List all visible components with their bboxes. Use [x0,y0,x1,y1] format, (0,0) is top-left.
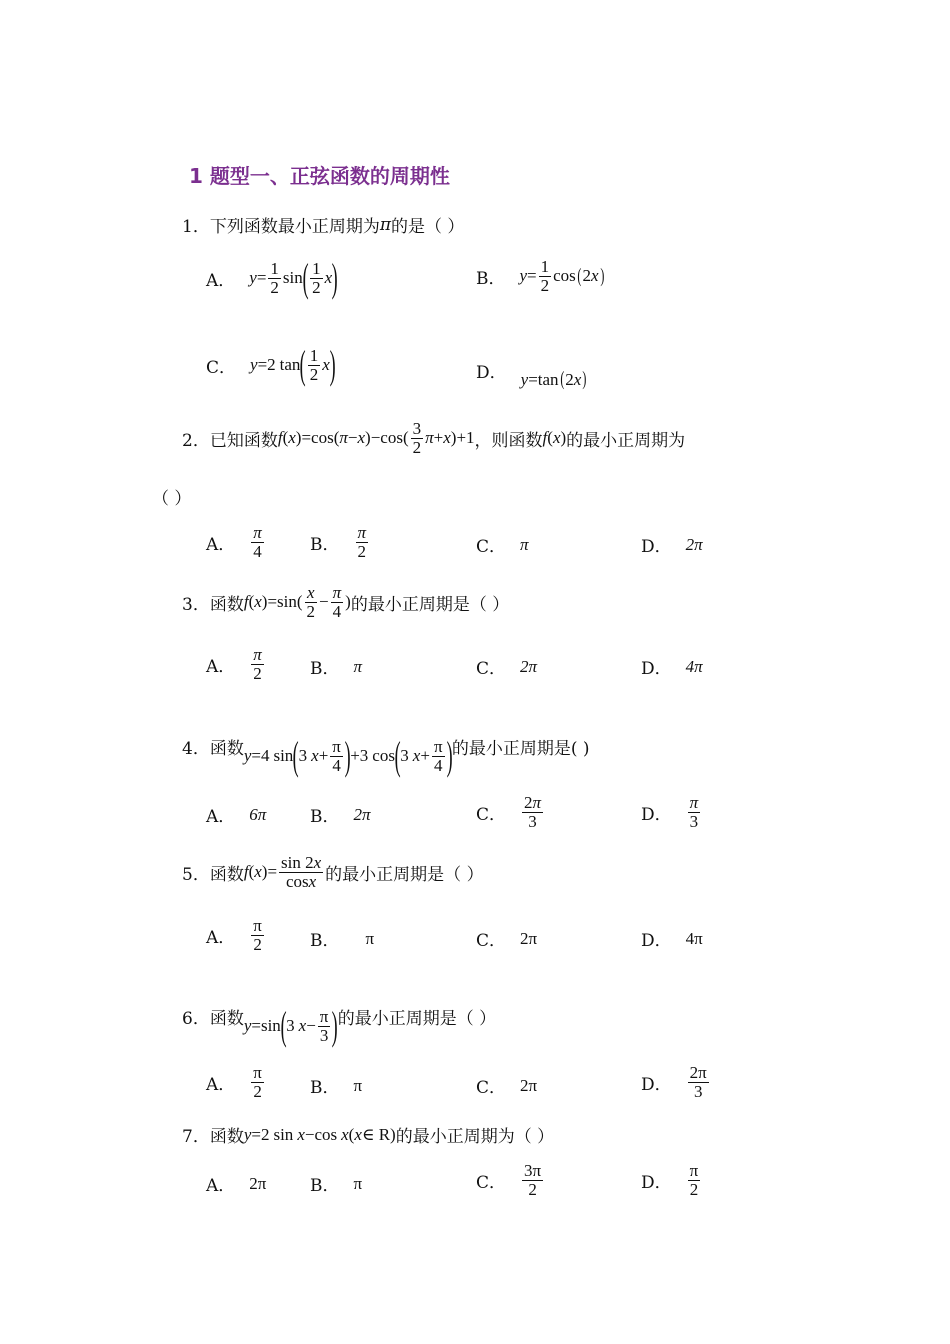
q4-option-a[interactable]: A． 6π [206,804,267,827]
question-number: 5． [182,864,210,885]
q7-option-a[interactable]: A． 2π [206,1173,267,1196]
q3-option-b[interactable]: B． π [310,656,363,679]
section-title: 1 题型一、正弦函数的周期性 [189,164,450,188]
q5-option-b[interactable]: B． π [310,928,375,951]
q5-option-a[interactable]: A． $\frac{\pi}{2}$ [206,916,262,954]
q7-option-c[interactable]: C． $\frac{3\pi}{2}$ [476,1161,542,1199]
question-4-stem: 4． 函数 y =4 sin ( 3 x + $\frac{\pi}{4}$ ) +3 cos ( 3 x + $\frac{\pi}{4}$ ) 的最小正周期是( ) [182,733,590,778]
question-7-stem: 7． 函数 y =2 sin x −cos x ( x ∈ R) 的最小正周期为（ ） [182,1122,554,1147]
question-1-stem: 1． 下列函数最小正周期为 π 的是（ ） [182,212,464,237]
q5-option-c[interactable]: C． 2π [476,928,538,951]
question-number: 3． [182,594,210,615]
q2-option-c[interactable]: C． π [476,534,529,557]
q5-option-d[interactable]: D． 4π [641,928,703,951]
q3-option-a[interactable]: A． $\frac{\pi}{2}$ [206,645,262,683]
formula: y =2 tan ( $\frac{1}{2}$ x ) [250,342,336,387]
q7-option-b[interactable]: B． π [310,1173,363,1196]
q1-option-d[interactable]: D． y =tan ( 2 x ) [476,363,587,390]
q3-option-d[interactable]: D． 4π [641,656,703,679]
answer-paren: （ ） [152,489,192,509]
formula: y = $\frac{1}{2}$ sin ( $\frac{1}{2}$ x ) [249,255,338,300]
q4-option-b[interactable]: B． 2π [310,804,371,827]
q1-option-c[interactable]: C． y =2 tan ( $\frac{1}{2}$ x ) [206,342,336,387]
q4-option-c[interactable]: C． $\frac{2\pi}{3}$ [476,793,542,831]
q6-option-a[interactable]: A． $\frac{\pi}{2}$ [206,1063,262,1101]
q6-option-c[interactable]: C． 2π [476,1075,538,1098]
question-number: 2． [182,430,210,451]
formula: y =tan ( 2 x ) [520,368,587,390]
q4-option-d[interactable]: D． $\frac{\pi}{3}$ [641,793,699,831]
formula: f ( x )= $\frac{\sin 2x}{\cos x}$ [243,853,322,891]
formula: y =sin ( 3 x − $\frac{\pi}{3}$ ) [243,1003,339,1048]
q3-option-c[interactable]: C． 2π [476,656,538,679]
question-3-stem: 3． 函数 f ( x )=sin( $\frac{x}{2}$ − $\frac{\pi}{4}$ ) 的最小正周期是（ ） [182,583,510,621]
formula: y =4 sin ( 3 x + $\frac{\pi}{4}$ ) +3 cos ( 3 x + $\frac{\pi}{4}$ ) [243,733,453,778]
q7-option-d[interactable]: D． $\frac{\pi}{2}$ [641,1161,699,1199]
question-2-stem: 2． 已知函数 f ( x )=cos( π − x )−cos( $\frac{3}{2}$ π + x )+1 ，则函数 f ( x ) 的最小正周期为 [182,419,686,457]
question-number: 6． [182,1008,210,1029]
q1-option-a[interactable]: A． y = $\frac{1}{2}$ sin ( $\frac{1}{2}$ x ) [206,255,338,300]
question-5-stem: 5． 函数 f ( x )= $\frac{\sin 2x}{\cos x}$ 的最小正周期是（ ） [182,853,484,891]
formula: y = $\frac{1}{2}$ cos ( 2 x ) [519,257,604,295]
question-number: 1． [182,217,210,237]
question-number: 4． [182,738,210,759]
q2-option-b[interactable]: B． $\frac{\pi}{2}$ [310,523,367,561]
q1-option-b[interactable]: B． y = $\frac{1}{2}$ cos ( 2 x ) [476,257,604,295]
q2-option-d[interactable]: D． 2π [641,534,703,557]
formula: y =2 sin x −cos x ( x ∈ R) [243,1124,396,1144]
q6-option-d[interactable]: D． $\frac{2\pi}{3}$ [641,1063,707,1101]
question-6-stem: 6． 函数 y =sin ( 3 x − $\frac{\pi}{3}$ ) 的最小正周期是（ ） [182,1003,497,1048]
question-number: 7． [182,1127,210,1147]
formula: f ( x )=cos( π − x )−cos( $\frac{3}{2}$ π + x )+1 [277,419,475,457]
formula: f ( x )=sin( $\frac{x}{2}$ − $\frac{\pi}{4}$ ) [243,583,351,621]
q2-option-a[interactable]: A． $\frac{\pi}{4}$ [206,523,262,561]
q6-option-b[interactable]: B． π [310,1075,363,1098]
